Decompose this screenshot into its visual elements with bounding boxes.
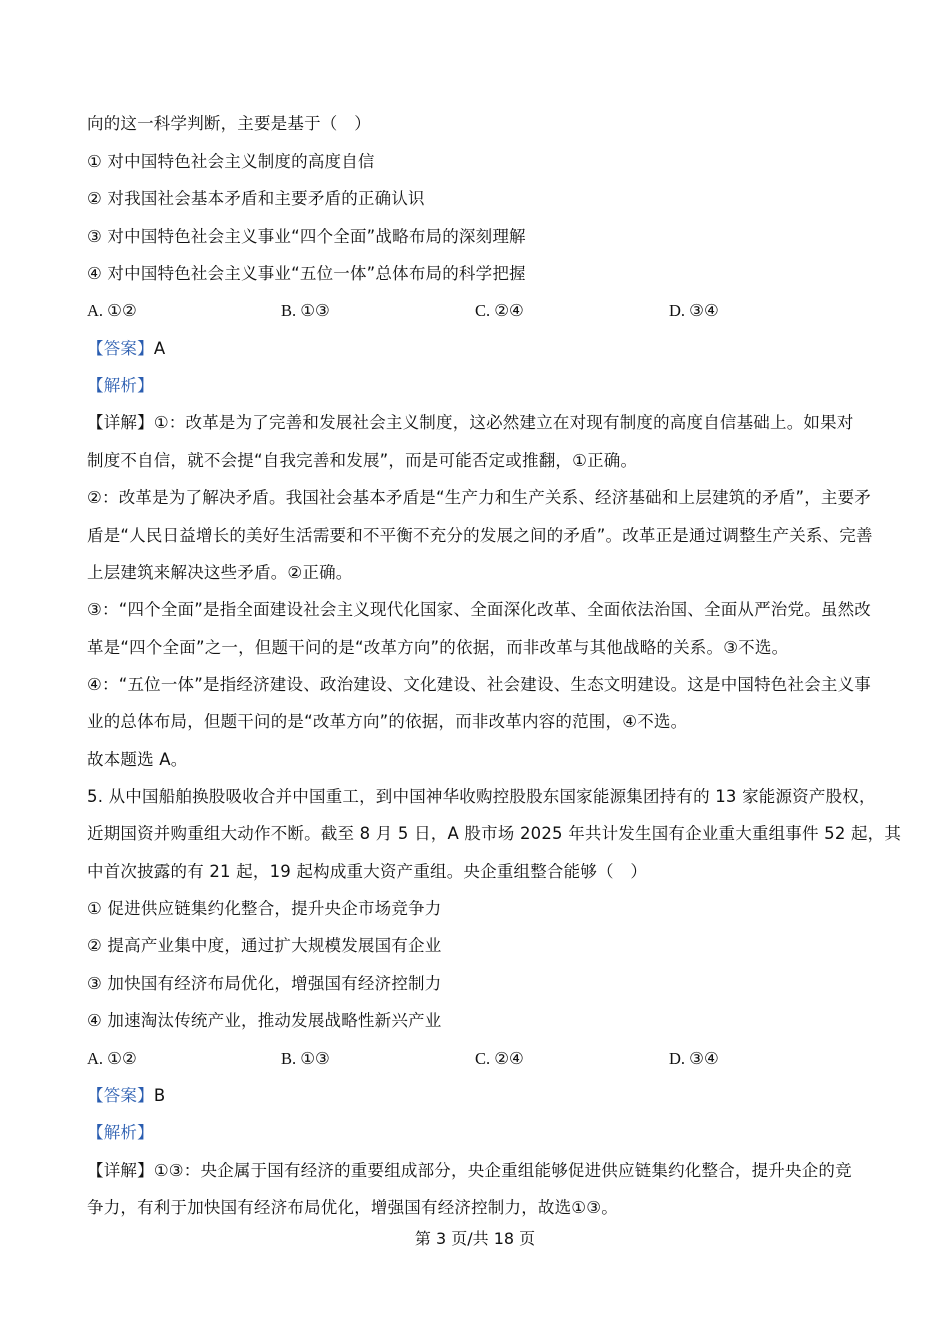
- q5-item-1: ① 促进供应链集约化整合，提升央企市场竞争力: [87, 899, 442, 918]
- q4-conclusion: 故本题选 A。: [87, 750, 188, 769]
- q4-option-a: A. ①②: [87, 301, 137, 320]
- q4-detail-line-4: 盾是“人民日益增长的美好生活需要和不平衡不充分的发展之间的矛盾”。改革正是通过调整生产关系、完善: [87, 526, 873, 545]
- q5-detail-line-2: 争力，有利于加快国有经济布局优化，增强国有经济控制力，故选①③。: [87, 1198, 618, 1217]
- q5-stem-line-2: 近期国资并购重组大动作不断。截至 8 月 5 日，A 股市场 2025 年共计发生国有企业重大重组事件 52 起，其: [87, 824, 902, 843]
- q5-stem-line-1: 5. 从中国船舶换股吸收合并中国重工，到中国神华收购控股股东国家能源集团持有的 13 家能源资产股权，: [87, 787, 876, 806]
- q4-option-c: C. ②④: [475, 301, 524, 320]
- q5-item-2: ② 提高产业集中度，通过扩大规模发展国有企业: [87, 936, 442, 955]
- q4-analysis-tag: 【解析】: [87, 376, 154, 395]
- q4-option-d: D. ③④: [669, 301, 719, 320]
- q5-option-c: C. ②④: [475, 1049, 524, 1068]
- q4-option-b: B. ①③: [281, 301, 330, 320]
- q4-answer: [87, 338, 897, 360]
- q4-detail-line-6: ③：“四个全面”是指全面建设社会主义现代化国家、全面深化改革、全面依法治国、全面从严治党。虽然改: [87, 600, 871, 619]
- q5-analysis: [87, 1122, 897, 1144]
- q5-answer: [87, 1085, 897, 1107]
- q4-detail-line-1: [87, 412, 897, 434]
- q4-detail-text-1: ①：改革是为了完善和发展社会主义制度，这必然建立在对现有制度的高度自信基础上。如果对: [153, 413, 854, 432]
- q4-item-2: ② 对我国社会基本矛盾和主要矛盾的正确认识: [87, 189, 425, 208]
- q4-item-1: ① 对中国特色社会主义制度的高度自信: [87, 152, 375, 171]
- q5-option-d: D. ③④: [669, 1049, 719, 1068]
- q4-detail-line-2: 制度不自信，就不会提“自我完善和发展”，而是可能否定或推翻，①正确。: [87, 451, 638, 470]
- q4-answer-value: A: [153, 339, 166, 358]
- q5-answer-value: B: [153, 1086, 166, 1105]
- q4-options: [87, 300, 897, 322]
- q4-detail-line-9: 业的总体布局，但题干问的是“改革方向”的依据，而非改革内容的范围，④不选。: [87, 712, 688, 731]
- q4-detail-line-5: 上层建筑来解决这些矛盾。②正确。: [87, 563, 353, 582]
- q5-option-a: A. ①②: [87, 1049, 137, 1068]
- q5-answer-tag: 【答案】: [87, 1086, 154, 1105]
- q4-detail-line-7: 革是“四个全面”之一，但题干问的是“改革方向”的依据，而非改革与其他战略的关系。③不选。: [87, 638, 789, 657]
- q5-item-4: ④ 加速淘汰传统产业，推动发展战略性新兴产业: [87, 1011, 442, 1030]
- q5-analysis-tag: 【解析】: [87, 1123, 154, 1142]
- q4-item-4: ④ 对中国特色社会主义事业“五位一体”总体布局的科学把握: [87, 264, 526, 283]
- q4-stem-end: 向的这一科学判断，主要是基于（ ）: [87, 114, 371, 133]
- q5-stem-line-3: 中首次披露的有 21 起，19 起构成重大资产重组。央企重组整合能够（ ）: [87, 862, 648, 881]
- q4-detail-tag: 【详解】: [87, 413, 154, 432]
- q4-detail-line-3: ②：改革是为了解决矛盾。我国社会基本矛盾是“生产力和生产关系、经济基础和上层建筑的矛盾”，主要矛: [87, 488, 871, 507]
- page-number: 第 3 页/共 18 页: [414, 1229, 536, 1248]
- q5-options: [87, 1048, 897, 1070]
- q5-detail-line-1: [87, 1160, 897, 1182]
- q4-answer-tag: 【答案】: [87, 339, 154, 358]
- q5-option-b: B. ①③: [281, 1049, 330, 1068]
- q4-item-3: ③ 对中国特色社会主义事业“四个全面”战略布局的深刻理解: [87, 227, 526, 246]
- q5-detail-tag: 【详解】: [87, 1161, 154, 1180]
- q4-analysis: [87, 375, 897, 397]
- q5-item-3: ③ 加快国有经济布局优化，增强国有经济控制力: [87, 974, 442, 993]
- q4-detail-line-8: ④：“五位一体”是指经济建设、政治建设、文化建设、社会建设、生态文明建设。这是中国特色社会主义事: [87, 675, 871, 694]
- q5-detail-text-1: ①③：央企属于国有经济的重要组成部分，央企重组能够促进供应链集约化整合，提升央企的竞: [153, 1161, 852, 1180]
